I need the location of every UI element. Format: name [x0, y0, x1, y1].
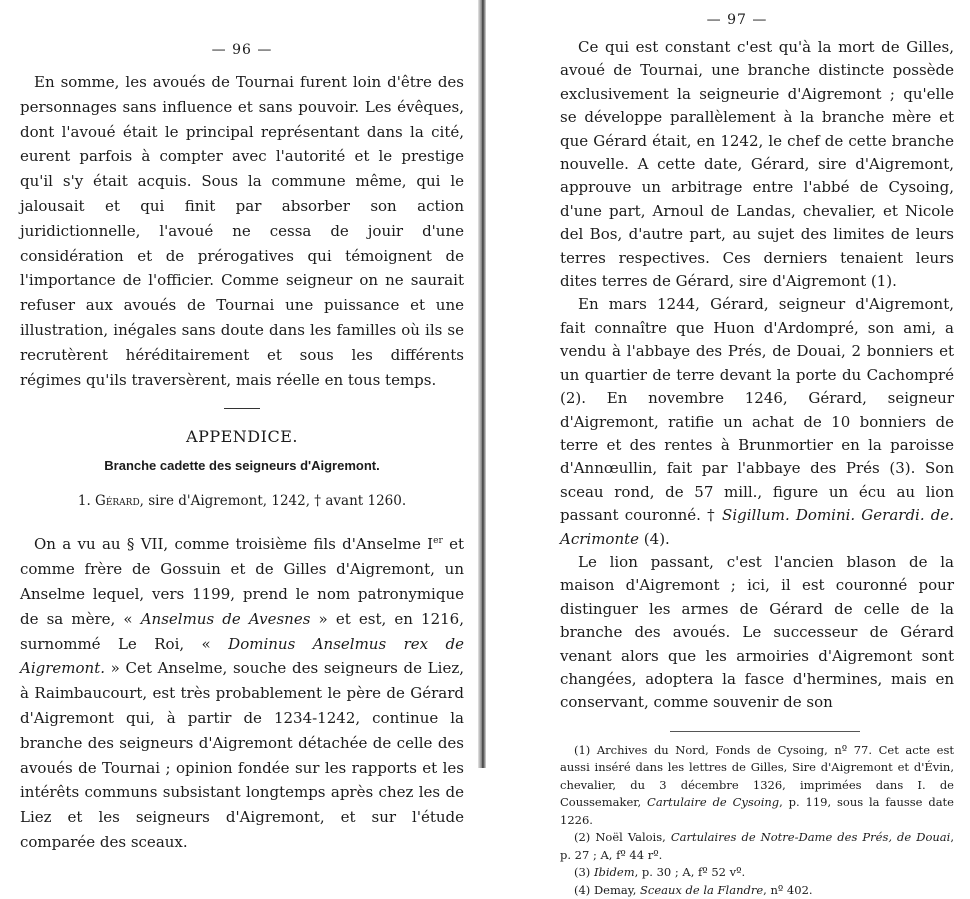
appendix-title: APPENDICE. — [186, 427, 298, 447]
text-run: (4). — [639, 529, 670, 548]
entry-details: , sire d'Aigremont, 1242, † avant 1260. — [139, 493, 407, 510]
text-run: » Cet Anselme, souche des seigneurs de Liez, à Raimbaucourt, est très probablement le père de Gérard d'Aigremont qui, à partir de 1234-1242, continue la branche des seigneurs d'Aigremont détachée de celle des avoués de Tournai ; opinion fondée sur les rapports et les intérêts communs subsistant longtemps après chez les de Liez et les seigneurs d'Aigremont, et sur l'étude comparée des sceaux. — [20, 659, 464, 851]
left-paragraph-2 — [20, 529, 464, 854]
text-run: et comme frère de Gossuin et de Gilles d'Aigremont, un Anselme lequel, vers 1199, prend le nom patronymique de sa mère, « — [20, 535, 464, 628]
entry-name: Gérard — [95, 493, 140, 510]
italic-seal-legend: Sigillum. Domini. Gerardi. de. Acrimonte — [560, 506, 954, 548]
italic-title: Cartulaires de Notre-Dame des Prés, de Douai — [670, 830, 951, 845]
italic-title: Ibidem — [593, 865, 635, 880]
footnote-1 — [560, 742, 954, 830]
right-page — [486, 0, 970, 897]
right-paragraph-3: Le lion passant, c'est l'ancien blason de la maison d'Aigremont ; ici, il est couronné pour distinguer les armes de Gérard de celle de la branche des avoués. Le successeur de Gérard venant alors que les armoiries d'Aigremont sont changées, adoptera la fasce d'hermines, mais en conservant, comme souvenir de son — [560, 552, 954, 712]
appendix-subtitle: Branche cadette des seigneurs d'Aigremont. — [104, 458, 380, 474]
entry-number: 1. — [77, 493, 91, 510]
genealogy-entry — [20, 493, 464, 509]
text-run: On a vu au § VII, comme troisième fils d'Anselme I — [34, 535, 434, 554]
page-number-left: — 96 — — [211, 42, 273, 58]
italic-title: Sceaux de la Flandre — [640, 882, 764, 897]
text-run: , p. 27 ; A, fº 44 rº. — [560, 830, 954, 862]
text-run: (1) Archives du Nord, Fonds de Cysoing, nº 77. Cet acte est aussi inséré dans les lettres de Gilles, Sire d'Aigremont et d'Évin, chevalier, du 3 décembre 1326, imprimées dans I. de Coussemaker, — [560, 742, 954, 810]
left-page — [0, 0, 478, 851]
right-paragraph-2 — [560, 293, 954, 550]
section-separator — [224, 408, 260, 409]
italic-citation: Anselmus de Avesnes — [140, 609, 311, 628]
footnote-2 — [560, 829, 954, 864]
text-run: , nº 402. — [763, 882, 813, 897]
italic-title: Cartulaire de Cysoing — [647, 795, 780, 810]
footnote-4 — [560, 882, 954, 899]
text-run: , p. 30 ; A, fº 52 vº. — [634, 865, 746, 880]
right-paragraph-1: Ce qui est constant c'est qu'à la mort de Gilles, avoué de Tournai, une branche distincte possède exclusivement la seigneurie d'Aigremont ; qu'elle se développe parallèlement à la branche mère et que Gérard était, en 1242, le chef de cette branche nouvelle. A cette date, Gérard, sire d'Aigremont, approuve un arbitrage entre l'abbé de Cysoing, d'une part, Arnoul de Landas, chevalier, et Nicole del Bos, d'autre part, au sujet des limites de leurs terres respectives. Ces derniers tenaient leurs dites terres de Gérard, sire d'Aigremont (1). — [560, 38, 954, 291]
text-run: En mars 1244, Gérard, seigneur d'Aigremont, fait connaître que Huon d'Ardompré, son ami, a vendu à l'abbaye des Prés, de Douai, 2 bonniers et un quartier de terre devant la porte du Cachompré (2). En novembre 1246, Gérard, seigneur d'Aigremont, ratifie un achat de 10 bonniers de terre et des rentes à Brunmortier en la paroisse d'Annœullin, fait par l'abbaye des Prés (3). Son sceau rond, de 57 mill., figure un écu au lion passant couronné. † — [560, 295, 954, 525]
text-run: (4) Demay, — [574, 882, 641, 897]
text-run: » et est, en 1216, surnommé Le Roi, « — [20, 609, 464, 653]
footnote-3 — [560, 864, 954, 882]
book-gutter — [478, 0, 486, 768]
superscript: er — [433, 536, 443, 547]
text-run: , p. 119, sous la fausse date 1226. — [560, 795, 954, 827]
left-paragraph-1: En somme, les avoués de Tournai furent loin d'être des personnages sans influence et sans pouvoir. Les évêques, dont l'avoué était le principal représentant dans la cité, eurent parfois à compter avec l'autorité et le prestige qu'il s'y était acquis. Sous la commune même, qui le jalousait et qui finit par absorber son action juridictionnelle, l'avoué ne cessa de jouir d'une considération et de prérogatives qui témoignent de l'importance de l'officier. Comme seigneur on ne saurait refuser aux avoués de Tournai une puissance et une illustration, inégales sans doute dans les familles où ils se recrutèrent héréditairement et sous les différents régimes qu'ils traversèrent, mais réelle en tous temps. — [20, 73, 464, 389]
page-number-right: — 97 — — [706, 12, 768, 28]
text-run: (3) — [574, 865, 594, 880]
footnote-rule — [670, 731, 860, 732]
italic-citation: Dominus Anselmus rex de Aigremont. — [20, 634, 464, 678]
text-run: (2) Noël Valois, — [574, 830, 671, 845]
